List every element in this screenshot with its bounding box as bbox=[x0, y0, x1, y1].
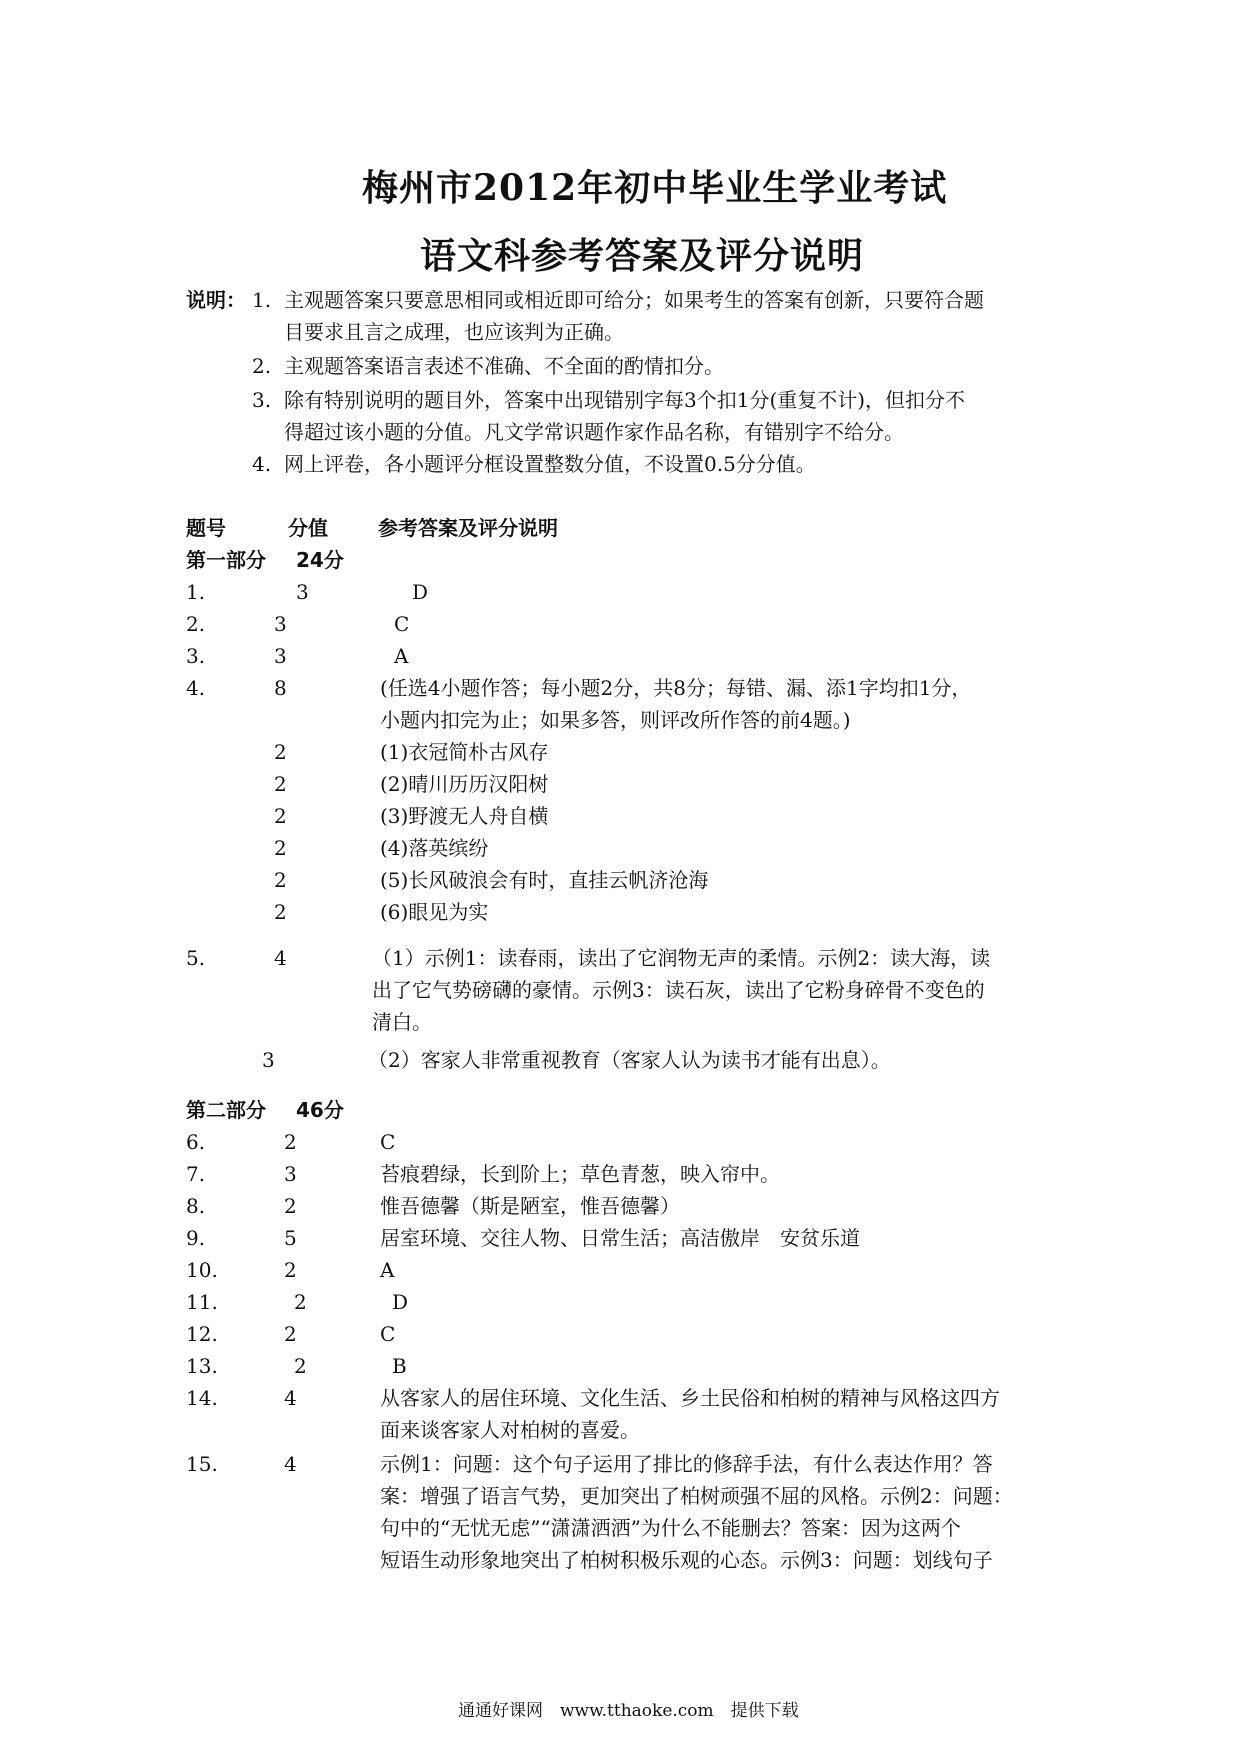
page-footer: 通通好课网 www.tthaoke.com 提供下载 bbox=[458, 1701, 799, 1721]
header-answer: 参考答案及评分说明 bbox=[378, 516, 558, 540]
note-text-line: 主观题答案只要意思相同或相近即可给分；如果考生的答案有创新，只要符合题 bbox=[284, 288, 984, 312]
note-number: 2. bbox=[252, 354, 272, 378]
row-answer-line: 从客家人的居住环境、文化生活、乡土民俗和柏树的精神与风格这四方 bbox=[380, 1386, 1000, 1410]
row-score: 2 bbox=[274, 900, 287, 924]
row-question-number: 1. bbox=[186, 580, 206, 604]
row-question-number: 10. bbox=[186, 1258, 218, 1282]
row-question-number: 5. bbox=[186, 946, 206, 970]
row-answer-line: 居室环境、交往人物、日常生活；高洁傲岸 安贫乐道 bbox=[380, 1226, 860, 1250]
row-question-number: 13. bbox=[186, 1354, 218, 1378]
row-question-number: 4. bbox=[186, 676, 206, 700]
row-score: 2 bbox=[274, 740, 287, 764]
row-score: 5 bbox=[284, 1226, 297, 1250]
row-question-number: 11. bbox=[186, 1290, 218, 1314]
row-question-number: 9. bbox=[186, 1226, 206, 1250]
row-answer-line: 惟吾德馨（斯是陋室，惟吾德馨） bbox=[380, 1194, 680, 1218]
part2-label: 第二部分 bbox=[186, 1098, 266, 1122]
row-score: 3 bbox=[274, 644, 287, 668]
part2-score: 46分 bbox=[296, 1098, 344, 1122]
row-question-number: 8. bbox=[186, 1194, 206, 1218]
row-question-number: 15. bbox=[186, 1452, 218, 1476]
page-title: 梅州市2012年初中毕业生学业考试 bbox=[362, 167, 948, 209]
row-score: 3 bbox=[262, 1048, 275, 1072]
row-score: 4 bbox=[274, 946, 287, 970]
row-question-number: 12. bbox=[186, 1322, 218, 1346]
row-answer-line: (2)晴川历历汉阳树 bbox=[380, 772, 549, 796]
row-score: 2 bbox=[274, 804, 287, 828]
row-answer-line: （2）客家人非常重视教育（客家人认为读书才能有出息）。 bbox=[368, 1048, 891, 1072]
row-score: 2 bbox=[294, 1290, 307, 1314]
row-score: 2 bbox=[284, 1130, 297, 1154]
notes-label: 说明： bbox=[186, 288, 246, 312]
row-score: 2 bbox=[284, 1194, 297, 1218]
row-answer-line: (4)落英缤纷 bbox=[380, 836, 489, 860]
part1-score: 24分 bbox=[296, 548, 344, 572]
row-score: 4 bbox=[284, 1452, 297, 1476]
row-answer-line: 短语生动形象地突出了柏树积极乐观的心态。示例3：问题：划线句子 bbox=[380, 1548, 993, 1572]
row-question-number: 14. bbox=[186, 1386, 218, 1410]
note-text-line: 网上评卷，各小题评分框设置整数分值，不设置0.5分分值。 bbox=[284, 452, 816, 476]
row-answer-line: (任选4小题作答；每小题2分，共8分；每错、漏、添1字均扣1分， bbox=[380, 676, 972, 700]
note-text-line: 得超过该小题的分值。凡文学常识题作家作品名称，有错别字不给分。 bbox=[284, 420, 904, 444]
page-subtitle: 语文科参考答案及评分说明 bbox=[420, 235, 865, 277]
row-score: 8 bbox=[274, 676, 287, 700]
header-question-number: 题号 bbox=[186, 516, 226, 540]
note-text-line: 目要求且言之成理，也应该判为正确。 bbox=[284, 320, 624, 344]
note-text-line: 主观题答案语言表述不准确、不全面的酌情扣分。 bbox=[284, 354, 724, 378]
row-answer-line: C bbox=[394, 612, 410, 636]
row-score: 2 bbox=[294, 1354, 307, 1378]
row-score: 4 bbox=[284, 1386, 297, 1410]
row-score: 2 bbox=[274, 836, 287, 860]
part1-label: 第一部分 bbox=[186, 548, 266, 572]
row-answer-line: 句中的“无忧无虑”“潇潇洒洒”为什么不能删去？答案：因为这两个 bbox=[380, 1516, 961, 1540]
row-score: 3 bbox=[284, 1162, 297, 1186]
row-answer-line: 清白。 bbox=[372, 1010, 432, 1034]
note-text-line: 除有特别说明的题目外，答案中出现错别字每3个扣1分(重复不计)，但扣分不 bbox=[284, 388, 966, 412]
row-answer-line: C bbox=[380, 1130, 396, 1154]
row-answer-line: (5)长风破浪会有时，直挂云帆济沧海 bbox=[380, 868, 709, 892]
row-answer-line: C bbox=[380, 1322, 396, 1346]
note-number: 3. bbox=[252, 388, 272, 412]
note-number: 1. bbox=[252, 288, 272, 312]
row-answer-line: （1）示例1：读春雨，读出了它润物无声的柔情。示例2：读大海，读 bbox=[372, 946, 991, 970]
row-answer-line: 面来谈客家人对柏树的喜爱。 bbox=[380, 1418, 640, 1442]
row-question-number: 7. bbox=[186, 1162, 206, 1186]
row-answer-line: A bbox=[394, 644, 409, 668]
header-score: 分值 bbox=[288, 516, 328, 540]
row-answer-line: (1)衣冠简朴古风存 bbox=[380, 740, 549, 764]
row-score: 2 bbox=[284, 1322, 297, 1346]
row-score: 2 bbox=[274, 772, 287, 796]
row-answer-line: 小题内扣完为止；如果多答，则评改所作答的前4题。) bbox=[380, 708, 851, 732]
row-answer-line: D bbox=[392, 1290, 409, 1314]
row-answer-line: A bbox=[380, 1258, 395, 1282]
row-question-number: 2. bbox=[186, 612, 206, 636]
row-question-number: 3. bbox=[186, 644, 206, 668]
row-answer-line: 案：增强了语言气势，更加突出了柏树顽强不屈的风格。示例2：问题： bbox=[380, 1484, 1013, 1508]
row-score: 2 bbox=[284, 1258, 297, 1282]
row-answer-line: 苔痕碧绿，长到阶上；草色青葱，映入帘中。 bbox=[380, 1162, 780, 1186]
row-answer-line: (3)野渡无人舟自横 bbox=[380, 804, 549, 828]
row-answer-line: 出了它气势磅礴的豪情。示例3：读石灰，读出了它粉身碎骨不变色的 bbox=[372, 978, 985, 1002]
row-answer-line: D bbox=[412, 580, 429, 604]
row-question-number: 6. bbox=[186, 1130, 206, 1154]
row-score: 3 bbox=[296, 580, 309, 604]
row-answer-line: (6)眼见为实 bbox=[380, 900, 489, 924]
note-number: 4. bbox=[252, 452, 272, 476]
row-answer-line: 示例1：问题：这个句子运用了排比的修辞手法，有什么表达作用？答 bbox=[380, 1452, 993, 1476]
row-score: 2 bbox=[274, 868, 287, 892]
row-score: 3 bbox=[274, 612, 287, 636]
row-answer-line: B bbox=[392, 1354, 407, 1378]
